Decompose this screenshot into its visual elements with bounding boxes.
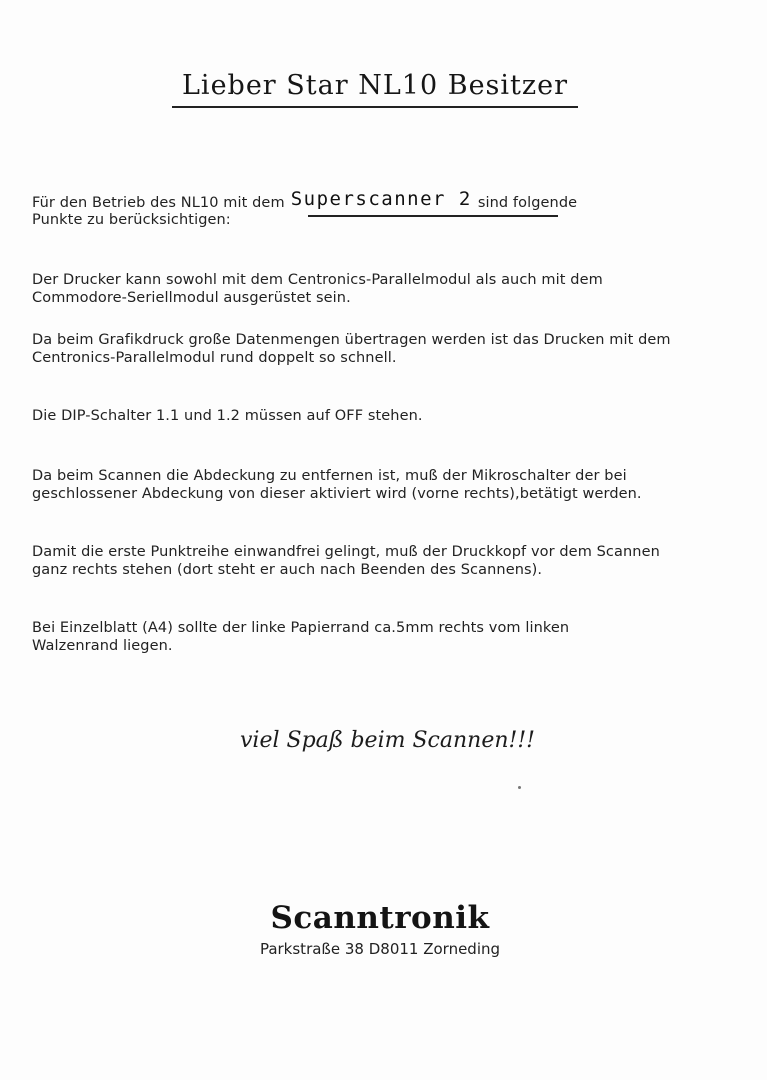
paragraph-line: Die DIP-Schalter 1.1 und 1.2 müssen auf OFF stehen. xyxy=(32,408,423,424)
paragraph-line: ganz rechts stehen (dort steht er auch nach Beenden des Scannens). xyxy=(32,562,543,578)
closing-greeting: viel Spaß beim Scannen!!! xyxy=(240,728,536,753)
company-address: Parkstraße 38 D8011 Zorneding xyxy=(259,940,501,958)
paragraph-line: Bei Einzelblatt (A4) sollte der linke Papierrand ca.5mm rechts vom linken xyxy=(32,620,570,636)
paragraph-line: Da beim Scannen die Abdeckung zu entfernen ist, muß der Mikroschalter der bei xyxy=(32,468,627,484)
intro-after: sind folgende xyxy=(477,195,578,211)
paragraph-microswitch xyxy=(32,467,642,503)
paragraph-line: Damit die erste Punktreihe einwandfrei gelingt, muß der Druckkopf vor dem Scannen xyxy=(32,544,660,560)
paragraph-paper-margin xyxy=(32,619,569,655)
paragraph-line: Centronics-Parallelmodul rund doppelt so schnell. xyxy=(32,350,397,366)
intro-line-1 xyxy=(32,188,578,212)
intro-before: Für den Betrieb des NL10 mit dem xyxy=(32,195,285,211)
intro-line-2: Punkte zu berücksichtigen: xyxy=(32,212,231,228)
paragraph-interface-modules xyxy=(32,271,603,307)
paragraph-line: Da beim Grafikdruck große Datenmengen übertragen werden ist das Drucken mit dem xyxy=(32,332,671,348)
product-name-underline xyxy=(308,215,558,217)
paragraph-line: geschlossener Abdeckung von dieser aktiviert wird (vorne rechts),betätigt werden. xyxy=(32,486,642,502)
paragraph-line: Der Drucker kann sowohl mit dem Centronics-Parallelmodul als auch mit dem xyxy=(32,272,603,288)
title-underline xyxy=(172,106,578,108)
paragraph-print-head xyxy=(32,543,660,579)
product-name-highlight: Superscanner 2 xyxy=(290,188,472,210)
document-title: Lieber Star NL10 Besitzer xyxy=(182,70,568,101)
paragraph-line: Commodore-Seriellmodul ausgerüstet sein. xyxy=(32,290,351,306)
paragraph-line: Walzenrand liegen. xyxy=(32,638,173,654)
paragraph-graphics-speed xyxy=(32,331,671,367)
scan-speck xyxy=(518,786,521,789)
paragraph-dip-switches xyxy=(32,407,423,425)
company-name: Scanntronik xyxy=(270,900,490,936)
